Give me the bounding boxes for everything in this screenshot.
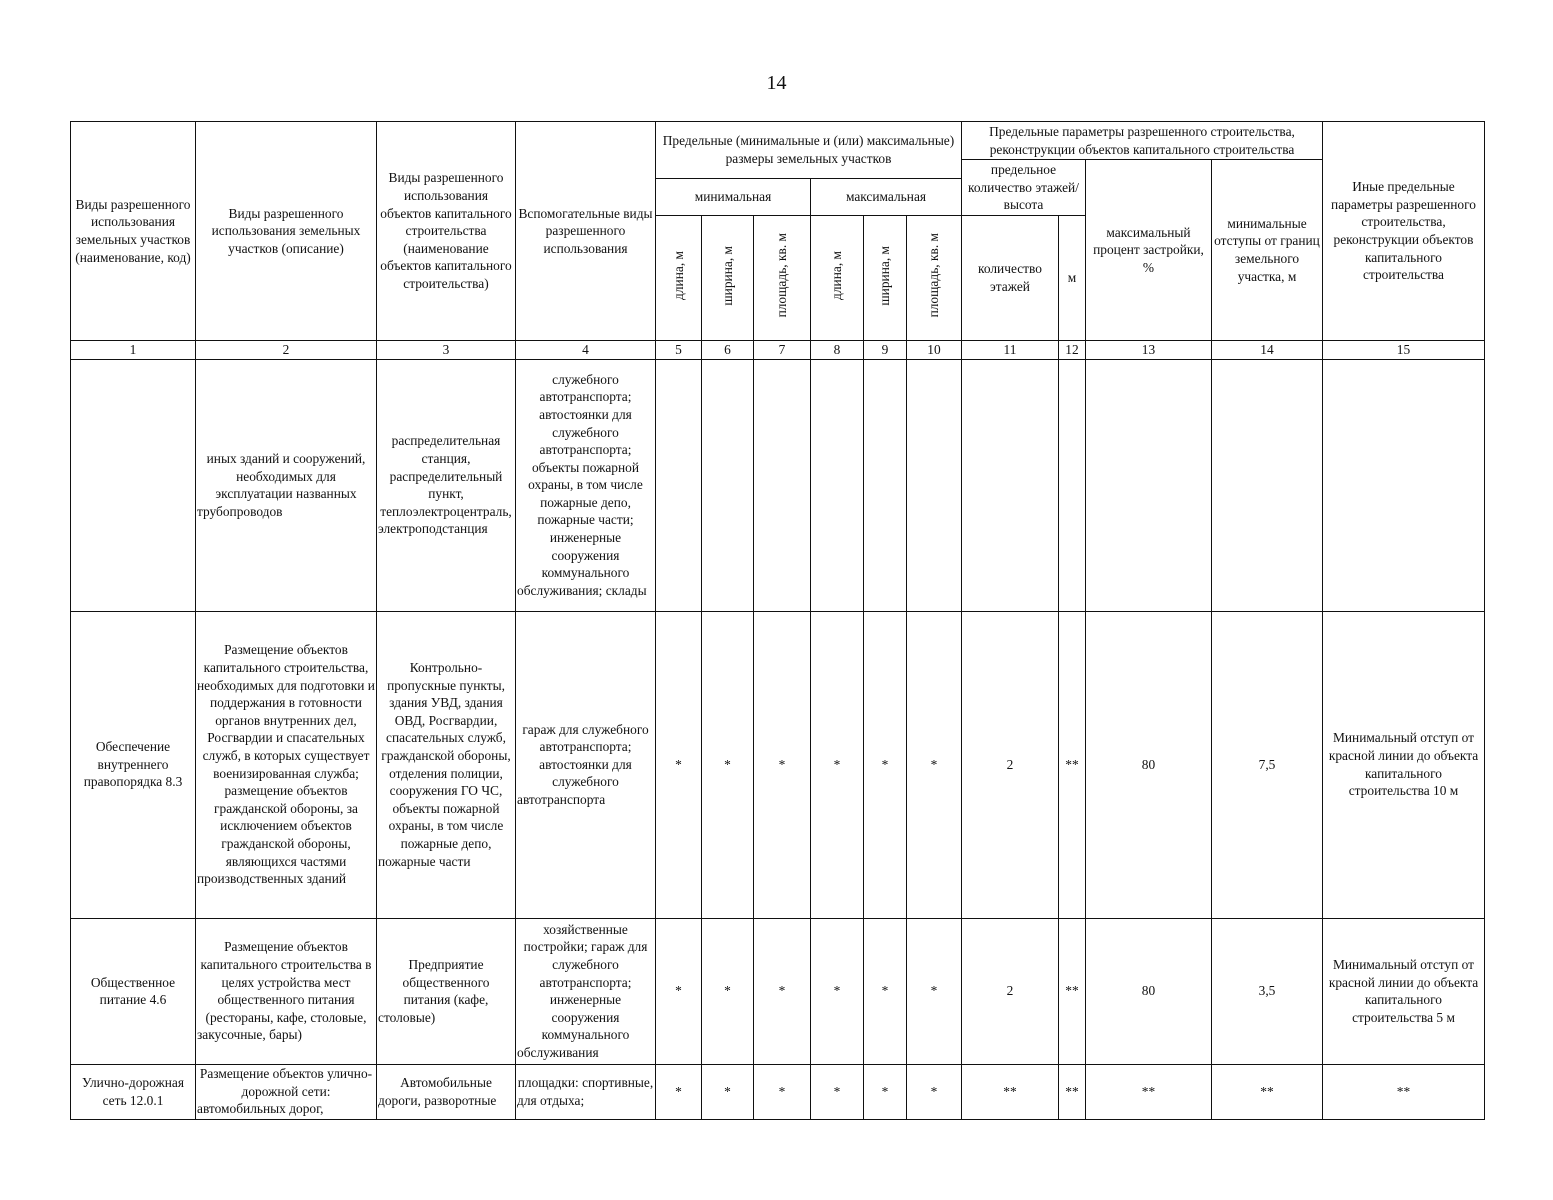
- header-other-params: Иные предельные параметры разрешенного строительства, реконструкции объектов капитального строительства: [1323, 122, 1485, 341]
- header-capital-objects: Виды разрешенного использования объектов капитального строительства (наименование объектов капитального строительства): [377, 122, 516, 341]
- row-auxiliary: служебного автотранспорта; автостоянки для служебного автотранспорта; объекты пожарной охраны, в том числе пожарные депо, пожарные части; инженерные сооружения коммунального обслуживания; склады: [516, 359, 656, 611]
- row-value: 80: [1086, 611, 1212, 918]
- header-floors: количество этажей: [962, 216, 1059, 341]
- row-value: 3,5: [1212, 918, 1323, 1064]
- page-number: 14: [766, 72, 787, 94]
- row-auxiliary: площадки: спортивные, для отдыха;: [516, 1064, 656, 1119]
- row-description: иных зданий и сооружений, необходимых для эксплуатации названных трубопроводов: [196, 359, 377, 611]
- row-value: [811, 359, 864, 611]
- row-value: *: [907, 1064, 962, 1119]
- table-row: [71, 611, 1485, 918]
- row-value: [962, 359, 1059, 611]
- row-value: *: [864, 1064, 907, 1119]
- row-description: Размещение объектов капитального строительства, необходимых для подготовки и поддержания в готовности органов внутренних дел, Росгвардии и спасательных служб, в которых существует военизированная служба; размещение объектов гражданской обороны, за исключением объектов гражданской обороны, являющихся частями производственных зданий: [196, 611, 377, 918]
- header-row-1: [71, 122, 1485, 160]
- row-value: [1086, 359, 1212, 611]
- row-value: [1323, 359, 1485, 611]
- row-objects: Контрольно-пропускные пункты, здания УВД, здания ОВД, Росгвардии, спасательных служб, гражданской обороны, отделения полиции, сооружения ГО ЧС, объекты пожарной охраны, в том числе пожарные депо, пожарные части: [377, 611, 516, 918]
- row-value: *: [754, 611, 811, 918]
- row-value: **: [1059, 1064, 1086, 1119]
- row-value: *: [702, 611, 754, 918]
- row-description: Размещение объектов улично-дорожной сети: автомобильных дорог,: [196, 1064, 377, 1119]
- column-number: 8: [811, 341, 864, 360]
- row-auxiliary: хозяйственные постройки; гараж для служебного автотранспорта; инженерные сооружения коммунального обслуживания: [516, 918, 656, 1064]
- row-value: [754, 359, 811, 611]
- table-row: [71, 1064, 1485, 1119]
- header-land-use-name: Виды разрешенного использования земельных участков (наименование, код): [71, 122, 196, 341]
- row-value: *: [656, 611, 702, 918]
- row-name: Обеспечение внутреннего правопорядка 8.3: [71, 611, 196, 918]
- header-maximal: максимальная: [811, 179, 962, 216]
- header-min-length: длина, м: [670, 251, 686, 301]
- row-auxiliary: гараж для служебного автотранспорта; автостоянки для служебного автотранспорта: [516, 611, 656, 918]
- row-value: *: [864, 611, 907, 918]
- row-value: *: [907, 918, 962, 1064]
- row-name: Общественное питание 4.6: [71, 918, 196, 1064]
- column-number: 14: [1212, 341, 1323, 360]
- header-construction-params: Предельные параметры разрешенного строительства, реконструкции объектов капитального строительства: [962, 122, 1323, 160]
- column-number-row: [71, 341, 1485, 360]
- row-value: [1212, 359, 1323, 611]
- header-max-area: площадь, кв. м: [926, 233, 942, 318]
- row-value: **: [1323, 1064, 1485, 1119]
- header-min-width: ширина, м: [719, 245, 735, 306]
- row-value: *: [811, 611, 864, 918]
- header-min-area: площадь, кв. м: [774, 233, 790, 318]
- row-value: *: [702, 918, 754, 1064]
- row-value: **: [962, 1064, 1059, 1119]
- column-number: 5: [656, 341, 702, 360]
- column-number: 3: [377, 341, 516, 360]
- row-value: [656, 359, 702, 611]
- row-value: *: [656, 1064, 702, 1119]
- header-plot-size-limits: Предельные (минимальные и (или) максимальные) размеры земельных участков: [656, 122, 962, 179]
- table-row: [71, 359, 1485, 611]
- row-name: [71, 359, 196, 611]
- row-value: *: [811, 1064, 864, 1119]
- row-name: Улично-дорожная сеть 12.0.1: [71, 1064, 196, 1119]
- column-number: 1: [71, 341, 196, 360]
- column-number: 6: [702, 341, 754, 360]
- row-value: **: [1212, 1064, 1323, 1119]
- row-objects: Предприятие общественного питания (кафе, столовые): [377, 918, 516, 1064]
- row-value: Минимальный отступ от красной линии до объекта капитального строительства 5 м: [1323, 918, 1485, 1064]
- row-value: 2: [962, 918, 1059, 1064]
- row-value: Минимальный отступ от красной линии до объекта капитального строительства 10 м: [1323, 611, 1485, 918]
- column-number: 7: [754, 341, 811, 360]
- table-row: [71, 918, 1485, 1064]
- column-number: 12: [1059, 341, 1086, 360]
- regulations-table: [70, 121, 1485, 1120]
- header-floors-height: предельное количество этажей/высота: [962, 160, 1086, 216]
- row-value: [907, 359, 962, 611]
- row-objects: Автомобильные дороги, разворотные: [377, 1064, 516, 1119]
- row-value: [864, 359, 907, 611]
- column-number: 9: [864, 341, 907, 360]
- row-objects: распределительная станция, распределительный пункт, теплоэлектроцентраль, электроподстанция: [377, 359, 516, 611]
- row-value: [702, 359, 754, 611]
- row-value: 7,5: [1212, 611, 1323, 918]
- row-value: *: [864, 918, 907, 1064]
- header-minimal: минимальная: [656, 179, 811, 216]
- header-max-percent: максимальный процент застройки, %: [1086, 160, 1212, 341]
- row-value: *: [702, 1064, 754, 1119]
- column-number: 2: [196, 341, 377, 360]
- column-number: 4: [516, 341, 656, 360]
- header-auxiliary-uses: Вспомогательные виды разрешенного использования: [516, 122, 656, 341]
- row-description: Размещение объектов капитального строительства в целях устройства мест общественного питания (рестораны, кафе, столовые, закусочные, бары): [196, 918, 377, 1064]
- header-land-use-description: Виды разрешенного использования земельных участков (описание): [196, 122, 377, 341]
- header-meters: м: [1059, 216, 1086, 341]
- row-value: **: [1059, 918, 1086, 1064]
- header-max-width: ширина, м: [877, 245, 893, 306]
- header-max-length: длина, м: [829, 251, 845, 301]
- row-value: *: [656, 918, 702, 1064]
- row-value: [1059, 359, 1086, 611]
- column-number: 10: [907, 341, 962, 360]
- column-number: 11: [962, 341, 1059, 360]
- column-number: 13: [1086, 341, 1212, 360]
- row-value: **: [1059, 611, 1086, 918]
- row-value: *: [811, 918, 864, 1064]
- row-value: 80: [1086, 918, 1212, 1064]
- row-value: *: [907, 611, 962, 918]
- column-number: 15: [1323, 341, 1485, 360]
- row-value: *: [754, 1064, 811, 1119]
- header-min-setback: минимальные отступы от границ земельного участка, м: [1212, 160, 1323, 341]
- row-value: *: [754, 918, 811, 1064]
- row-value: **: [1086, 1064, 1212, 1119]
- row-value: 2: [962, 611, 1059, 918]
